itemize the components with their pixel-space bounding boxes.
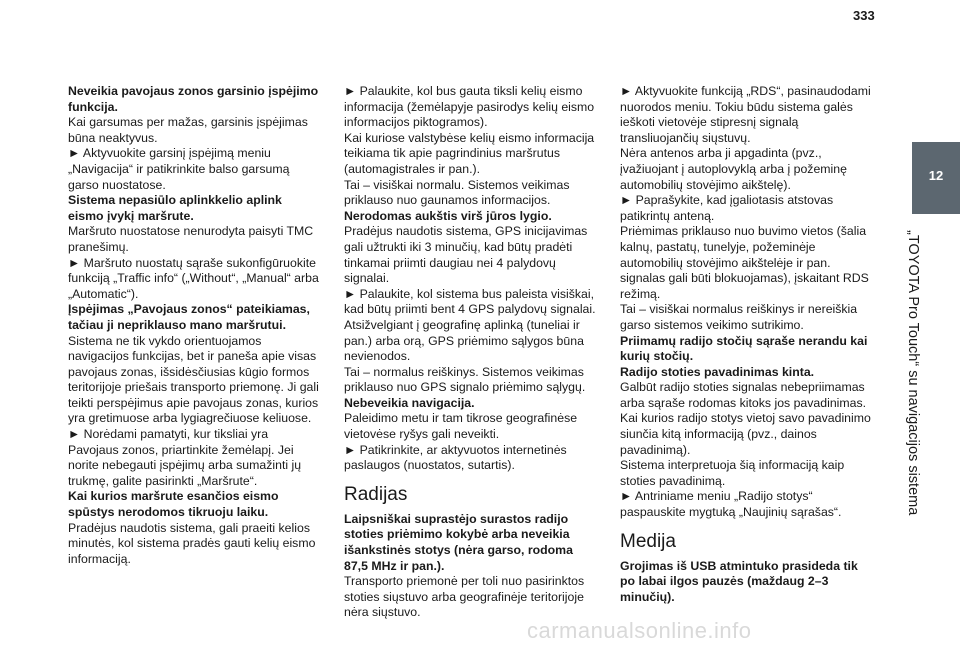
paragraph: Transporto priemonė per toli nuo pasirinktos stoties siųstuvo arba geografinėje teritorijoje nėra siųstuvo.	[344, 574, 585, 620]
text-column-3	[620, 84, 872, 605]
paragraph: ► Paprašykite, kad įgaliotasis atstovas patikrintų anteną.	[620, 193, 834, 223]
paragraph: Sistema interpretuoja šią informaciją kaip stoties pavadinimą.	[620, 458, 845, 488]
paragraph: ► Norėdami pamatyti, kur tiksliai yra Pavojaus zonos, priartinkite žemėlapį. Jei norite nebegauti įspėjimų arba sumažinti jų trukmę, galite pasirinkti „Maršrute“.	[68, 427, 302, 488]
section-heading: Medija	[620, 530, 676, 552]
paragraph: ► Patikrinkite, ar aktyvuotos internetinės paslaugos (nuostatos, sutartis).	[344, 442, 567, 473]
issue-heading: Grojimas iš USB atmintuko prasideda tik po labai ilgos pauzės (maždaug 2–3 minučių).	[620, 558, 858, 604]
paragraph: ► Palaukite, kol bus gauta tiksli kelių eismo informacija (žemėlapyje pasirodys kelių eismo informacijos piktogramos).	[344, 84, 595, 130]
paragraph: Kai kuriose valstybėse kelių eismo informacija teikiama tik apie pagrindinius maršrutus (automagistrales ir pan.).	[344, 130, 595, 176]
issue-heading: Sistema nepasiūlo aplinkkelio aplink eismo įvykį maršrute.	[68, 193, 282, 223]
paragraph: Tai – normalus reiškinys. Sistemos veikimas priklauso nuo GPS signalo priėmimo sąlygų.	[344, 364, 586, 395]
issue-heading: Priimamų radijo stočių sąraše nerandu kai kurių stočių.	[620, 333, 868, 364]
paragraph: Atsižvelgiant į geografinę aplinką (tuneliai ir pan.) arba orą, GPS priėmimo sąlygos būna nevienodos.	[344, 317, 584, 364]
paragraph: Pradėjus naudotis sistema, GPS inicijavimas gali užtrukti iki 3 minučių, kad būtų pradėti tinkamai priimti daugiau nei 4 palydovų signalai.	[344, 224, 588, 286]
side-title	[888, 230, 928, 560]
text-column-1	[68, 84, 320, 567]
paragraph: Galbūt radijo stoties signalas nebepriimamas arba sąraše rodomas kitoks jos pavadinimas.	[620, 380, 867, 410]
paragraph: Maršruto nuostatose nenurodyta paisyti TMC pranešimų.	[68, 224, 314, 254]
paragraph: ► Palaukite, kol sistema bus paleista visiškai, kad būtų priimti bent 4 GPS palydovų signalai.	[344, 286, 596, 317]
issue-heading: Kai kurios maršrute esančios eismo spūstys nerodomos tikruoju laiku.	[68, 489, 279, 520]
paragraph: Tai – visiškai normalus reiškinys ir nereiškia garso sistemos veikimo sutrikimo.	[620, 302, 858, 332]
section-heading: Radijas	[344, 483, 408, 505]
paragraph: Kai garsumas per mažas, garsinis įspėjimas būna neaktyvus.	[68, 115, 308, 145]
paragraph: ► Antriniame meniu „Radijo stotys“ paspauskite mygtuką „Naujinių sąrašas“.	[620, 489, 842, 520]
paragraph: ► Maršruto nuostatų sąraše sukonfigūruokite funkciją „Traffic info“ („Without“, „Manual“ arba „Automatic“).	[68, 255, 319, 301]
issue-heading: Radijo stoties pavadinimas kinta.	[620, 364, 815, 379]
section-tab-number: 12	[928, 168, 944, 183]
page-number: 333	[853, 8, 875, 23]
issue-heading: Laipsniškai suprastėjo surastos radijo stoties priėmimo kokybė arba neveikia išankstinės stotys (nėra garso, rodoma 87,5 MHz ir pan.).	[344, 511, 573, 573]
issue-heading: Nerodomas aukštis virš jūros lygio.	[344, 208, 552, 223]
paragraph: ► Aktyvuokite funkciją „RDS“, pasinaudodami nuorodos meniu. Tokiu būdu sistema galės ieškoti vietovėje stipresnį signalą transliuojančių siųstuvų.	[620, 84, 871, 145]
paragraph: Priėmimas priklauso nuo buvimo vietos (šalia kalnų, pastatų, tunelyje, požeminėje automobilių stovėjimo aikštelėje ir pan. signalas gali būti blokuojamas), įskaitant RDS režimą.	[620, 224, 869, 301]
issue-heading: Nebeveikia navigacija.	[344, 395, 475, 410]
paragraph: Kai kurios radijo stotys vietoj savo pavadinimo siunčia kitą informaciją (pvz., dainos pavadinimą).	[620, 411, 871, 457]
paragraph: Pradėjus naudotis sistema, gali praeiti kelios minutės, kol sistema pradės gauti kelių eismo informaciją.	[68, 520, 316, 566]
watermark: carmanualsonline.info	[527, 618, 752, 643]
paragraph: Sistema ne tik vykdo orientuojamos navigacijos funkcijas, bet ir paneša apie visas pavojaus zonas, išsidėsčiusias kūgio formos teritorijoje priešais transporto priemonę. Ji gali teikti perspėjimus apie pavojaus zonas, kurios yra gretimuose arba lygiagrečiuose keliuose.	[68, 333, 319, 426]
issue-heading: Neveikia pavojaus zonos garsinio įspėjimo funkcija.	[68, 84, 319, 114]
paragraph: Tai – visiškai normalu. Sistemos veikimas priklauso nuo gaunamos informacijos.	[344, 177, 570, 208]
issue-heading: Įspėjimas „Pavojaus zonos“ pateikiamas, tačiau ji nepriklauso mano maršrutui.	[68, 302, 310, 332]
paragraph: Paleidimo metu ir tam tikrose geografinėse vietovėse ryšys gali neveikti.	[344, 411, 578, 442]
paragraph: ► Aktyvuokite garsinį įspėjimą meniu „Navigacija“ ir patikrinkite balso garsumą garso nuostatose.	[68, 146, 290, 192]
side-title-text: „TOYOTA Pro Touch“ su navigacijos sistema	[905, 230, 921, 516]
section-tab	[912, 142, 960, 214]
text-column-2	[344, 84, 596, 621]
paragraph: Nėra antenos arba ji apgadinta (pvz., įvažiuojant į autoplovyklą arba į požeminę automobilių stovėjimo aikštelę).	[620, 146, 847, 192]
